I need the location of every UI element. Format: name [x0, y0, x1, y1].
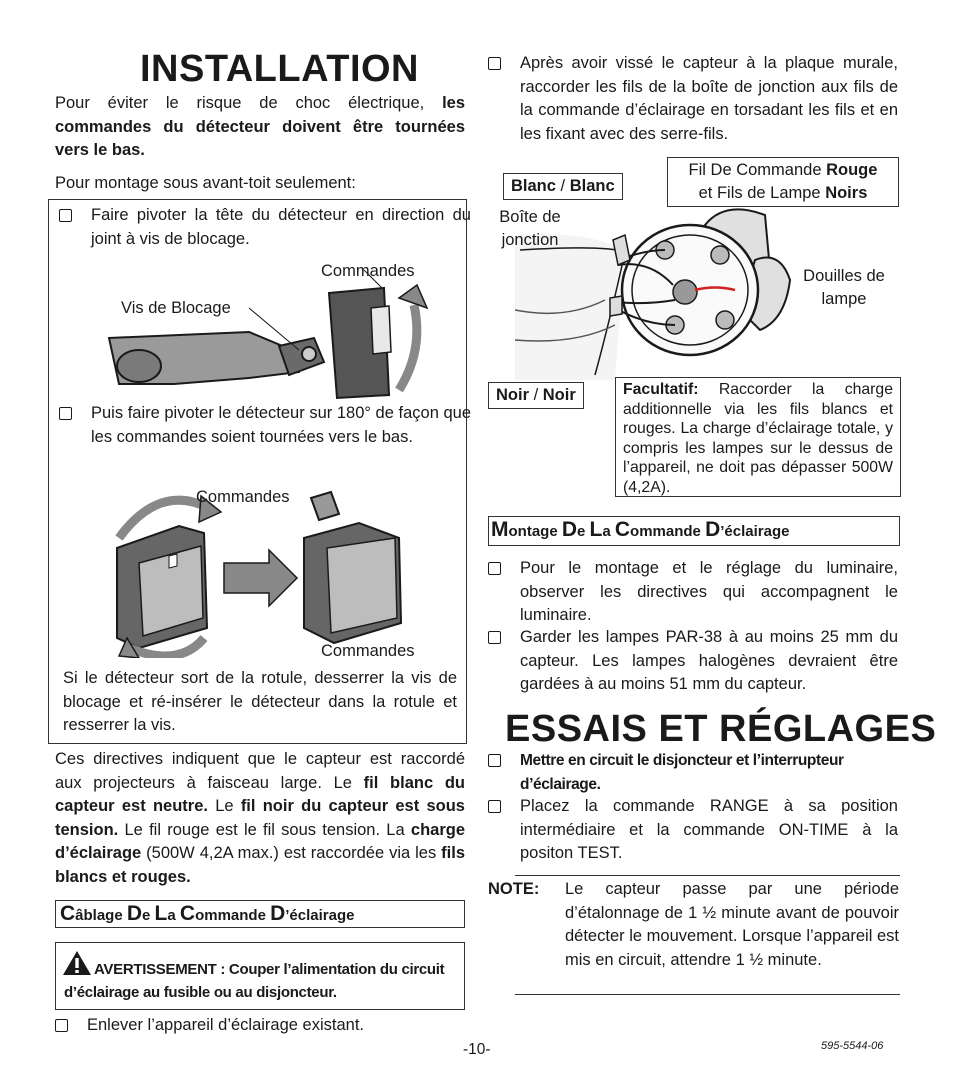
label-blanc-blanc — [503, 173, 623, 200]
heading-letter: D — [126, 902, 143, 925]
wire-color-rouge: Rouge — [826, 161, 878, 179]
checkbox-icon — [488, 800, 501, 813]
wire-color: Blanc — [569, 177, 615, 195]
wiring-bold-3: charge d’éclairage — [55, 820, 465, 862]
heading-text: a — [167, 907, 180, 924]
checkbox-icon — [59, 407, 72, 420]
wire-color: Noir — [496, 386, 529, 404]
reinsert-tip: Si le détecteur sort de la rotule, desserrer la vis de blocage et ré-insérer le détecteur dans la rotule et resserrer la vis. — [63, 669, 457, 734]
eave-note: Pour montage sous avant-toit seulement: — [55, 174, 356, 192]
warning-text: AVERTISSEMENT : Couper l’alimentation du circuit d’éclairage au fusible ou au disjoncteur. — [64, 961, 445, 1001]
optional-load-note — [615, 377, 901, 497]
wiring-text-4: (500W 4,2A max.) est raccordée via les — [141, 844, 442, 862]
test-step-1-text: Mettre en circuit le disjoncteur et l’interrupteur d’éclairage. — [520, 752, 844, 793]
label-commandes-2: Commandes — [196, 488, 290, 506]
wiring-text-1: Ces directives indiquent que le capteur est raccordé aux projecteurs à faisceau large. Le — [55, 750, 465, 792]
intro-text: Pour éviter le risque de choc électrique, — [55, 94, 443, 112]
checkbox-icon — [488, 631, 501, 644]
heading-text: e — [577, 523, 590, 540]
checkbox-icon — [55, 1019, 68, 1032]
heading-letter: D — [561, 518, 578, 541]
heading-letter: D — [270, 902, 286, 925]
connect-wires-text: Après avoir vissé le capteur à la plaque murale, raccorder les fils de la boîte de jonction aux fils de la commande d’éclairage en torsadant les fils et en les fixant avec des serre-fils. — [520, 54, 898, 143]
heading-letter: C — [179, 902, 196, 925]
heading-letter: C — [60, 902, 76, 925]
step-rotate-head-text: Faire pivoter la tête du détecteur en direction du joint à vis de blocage. — [91, 206, 471, 248]
section-wiring-heading — [55, 900, 465, 928]
page-number: -10- — [463, 1041, 491, 1058]
intro-paragraph — [55, 92, 465, 163]
test-step-2-text: Placez la commande RANGE à sa position intermédiaire et la commande ON-TIME à la positon TEST. — [520, 797, 898, 862]
wiring-bold-2: fil noir du capteur est sous tension. — [55, 797, 465, 839]
wiring-bold-4: fils blancs et rouges. — [55, 844, 465, 886]
checkbox-icon — [59, 209, 72, 222]
note-top-rule — [515, 875, 900, 876]
heading-text: ’éclairage — [720, 523, 790, 540]
label-noir-noir — [488, 382, 584, 409]
label-boite-jonction: Boîte de jonction — [499, 208, 561, 249]
heading-text: ommande — [195, 907, 271, 924]
label-douilles-lampe: Douilles de lampe — [803, 267, 885, 308]
mount-step-2 — [488, 626, 898, 697]
note-label: NOTE: — [488, 880, 540, 898]
heading-text: âblage — [75, 907, 127, 924]
wiring-bold-1: fil blanc du capteur est neutre. — [55, 773, 465, 815]
remove-fixture-step — [55, 1014, 497, 1038]
heading-text: ’éclairage — [285, 907, 355, 924]
connect-wires-step — [488, 52, 898, 146]
checkbox-icon — [488, 562, 501, 575]
fil-prefix: Fil De Commande — [688, 161, 827, 179]
mount-step-1-text: Pour le montage et le réglage du luminaire, observer les directives qui accompagnent le luminaire. — [520, 559, 898, 624]
separator: / — [555, 177, 570, 195]
label-vis-de-blocage: Vis de Blocage — [121, 299, 231, 317]
mount-step-1 — [488, 557, 898, 628]
step-rotate-head — [59, 204, 471, 251]
heading-letter: L — [589, 518, 603, 541]
installation-title: INSTALLATION — [140, 48, 419, 90]
heading-letter: M — [491, 518, 509, 541]
label-commandes-3: Commandes — [321, 642, 415, 660]
remove-fixture-text: Enlever l’appareil d’éclairage existant. — [87, 1016, 364, 1034]
heading-text: a — [602, 523, 615, 540]
heading-text: ommande — [630, 523, 706, 540]
wire-color-noirs: Noirs — [825, 184, 868, 202]
wire-color: Blanc — [511, 177, 556, 195]
facultatif-text: Raccorder la charge additionnelle via les fils blancs et rouges. La charge d’éclairage totale, y compris les lampes sur le dessus de l’appareil, ne doit pas dépasser 500W (4,2A). — [623, 381, 893, 496]
label-control-wires — [667, 157, 899, 207]
wire-color: Noir — [542, 386, 576, 404]
checkbox-icon — [488, 57, 501, 70]
test-step-2 — [488, 795, 898, 866]
separator: / — [529, 386, 543, 404]
heading-letter: L — [154, 902, 168, 925]
fil-mid: et Fils de Lampe — [698, 184, 826, 202]
rotation-instructions-box — [48, 199, 471, 744]
essais-title: ESSAIS ET RÉGLAGES — [505, 708, 937, 750]
step-rotate-180-text: Puis faire pivoter le détecteur sur 180° de façon que les commandes soient tournées vers le bas. — [91, 404, 471, 446]
checkbox-icon — [488, 754, 501, 767]
facultatif-label: Facultatif: — [623, 381, 699, 398]
heading-letter: D — [705, 518, 721, 541]
section-mount-heading — [488, 516, 900, 546]
note-text: Le capteur passe par une période d’étalonnage de 1 ½ minute avant de pouvoir détecter le mouvement. Lorsque l’appareil est mis en circuit, attendre 1 ½ minute. — [565, 880, 899, 969]
mount-step-2-text: Garder les lampes PAR-38 à au moins 25 mm du capteur. Les lampes halogènes devraient être gardées à au moins 51 mm du capteur. — [520, 628, 898, 693]
warning-box — [55, 942, 465, 1010]
label-commandes-1: Commandes — [321, 262, 415, 280]
heading-text: ontage — [508, 523, 562, 540]
wiring-text-3: Le fil rouge est le fil sous tension. La — [118, 820, 411, 839]
wiring-text-2: Le — [207, 797, 241, 815]
step-rotate-180 — [59, 402, 471, 449]
test-step-1 — [488, 749, 898, 796]
wiring-paragraph — [55, 748, 465, 889]
heading-text: e — [142, 907, 155, 924]
document-code: 595-5544-06 — [821, 1040, 884, 1052]
intro-bold: les commandes du détecteur doivent être tournées vers le bas. — [55, 94, 465, 159]
heading-letter: C — [614, 518, 631, 541]
note-bottom-rule — [515, 994, 900, 995]
